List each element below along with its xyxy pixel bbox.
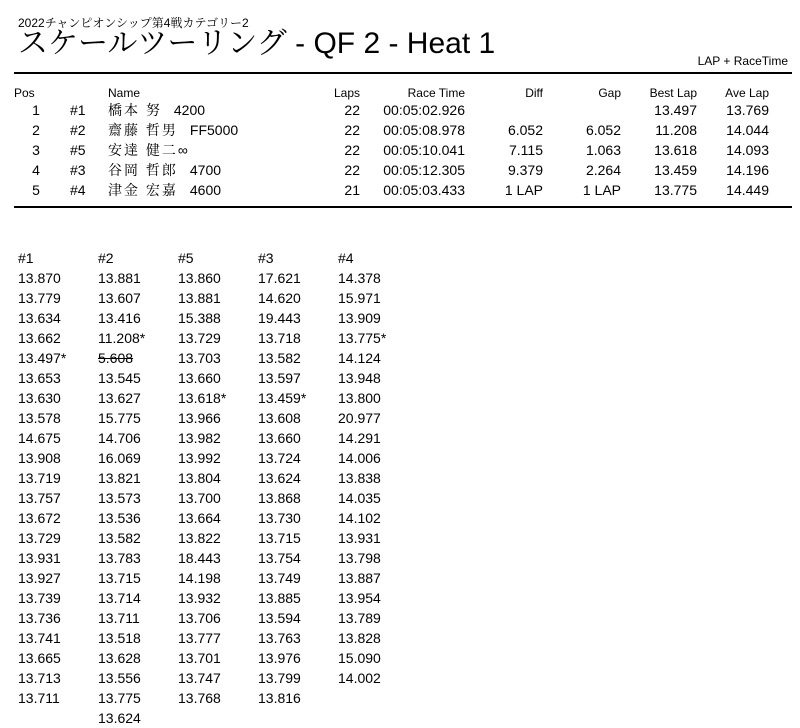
lap-time: 14.706 <box>98 430 141 446</box>
result-gap: 6.052 <box>585 122 621 138</box>
result-laps: 22 <box>344 142 360 158</box>
lap-time: 13.799 <box>258 670 301 686</box>
lap-time: 13.711 <box>98 610 140 626</box>
lap-time: 13.573 <box>98 490 141 506</box>
lap-time: 13.739 <box>18 590 61 606</box>
lap-time: 13.927 <box>18 570 61 586</box>
col-diff: Diff <box>525 85 543 100</box>
results-divider <box>14 206 792 208</box>
lap-time: 13.724 <box>258 450 301 466</box>
lap-time: 11.208* <box>98 330 146 346</box>
lap-time: 13.715 <box>258 530 301 546</box>
result-row <box>14 180 769 200</box>
driver-name: 齋藤 哲男 <box>108 122 178 138</box>
result-pos: 4 <box>32 162 40 178</box>
lap-time: 13.715 <box>98 570 141 586</box>
result-race-time: 00:05:03.433 <box>383 182 465 198</box>
result-pos: 5 <box>32 182 40 198</box>
result-laps: 22 <box>344 122 360 138</box>
lap-time: 13.672 <box>18 510 61 526</box>
lap-time: 13.775* <box>338 330 387 346</box>
lap-time: 14.291 <box>338 430 381 446</box>
result-gap: 2.264 <box>585 162 621 178</box>
col-laps: Laps <box>333 85 360 100</box>
lap-time: 13.634 <box>18 310 61 326</box>
lap-column <box>258 248 338 728</box>
lap-time: 13.749 <box>258 570 301 586</box>
lap-time: 13.518 <box>98 630 141 646</box>
lap-time: 13.700 <box>178 490 221 506</box>
result-laps: 22 <box>344 162 360 178</box>
lap-column <box>18 248 98 728</box>
result-pos: 2 <box>32 122 40 138</box>
driver-name: 安達 健二∞ <box>108 142 190 158</box>
lap-time: 14.198 <box>178 570 221 586</box>
lap-times-grid <box>18 248 418 728</box>
result-diff: 1 LAP <box>504 182 543 198</box>
result-pos: 3 <box>32 142 40 158</box>
lap-time: 14.378 <box>338 270 381 286</box>
result-gap: 1.063 <box>585 142 621 158</box>
lap-time: 13.628 <box>98 650 141 666</box>
lap-time: 13.578 <box>18 410 61 426</box>
result-best-lap: 13.459 <box>654 162 697 178</box>
lap-time: 13.804 <box>178 470 221 486</box>
result-row <box>14 140 769 160</box>
lap-time: 13.706 <box>178 610 221 626</box>
lap-time: 13.779 <box>18 290 61 306</box>
lap-time: 14.675 <box>18 430 61 446</box>
result-diff <box>465 100 543 120</box>
lap-time: 13.838 <box>338 470 381 486</box>
lap-time: 13.594 <box>258 610 301 626</box>
result-ave-lap: 14.093 <box>726 142 769 158</box>
lap-time: 13.909 <box>338 310 381 326</box>
lap-time: 14.002 <box>338 670 381 686</box>
result-best-lap: 13.497 <box>654 102 697 118</box>
lap-column <box>338 248 418 728</box>
lap-time: 13.763 <box>258 630 301 646</box>
lap-time: 13.624 <box>98 710 141 726</box>
lap-time: 20.977 <box>338 410 381 426</box>
result-race-time: 00:05:12.305 <box>383 162 465 178</box>
result-car-number: #5 <box>70 142 86 158</box>
lap-time: 13.660 <box>178 370 221 386</box>
lap-time: 13.932 <box>178 590 221 606</box>
lap-time: 13.798 <box>338 550 381 566</box>
lap-time: 15.388 <box>178 310 221 326</box>
lap-time: 13.860 <box>178 270 221 286</box>
result-ave-lap: 13.769 <box>726 102 769 118</box>
result-race-time: 00:05:02.926 <box>383 102 465 118</box>
lap-time: 13.729 <box>178 330 221 346</box>
result-laps: 21 <box>344 182 360 198</box>
lap-time: 14.035 <box>338 490 381 506</box>
lap-time: 13.718 <box>258 330 301 346</box>
lap-time: 13.783 <box>98 550 141 566</box>
lap-time: 13.768 <box>178 690 221 706</box>
lap-time: 13.714 <box>98 590 141 606</box>
result-best-lap: 13.618 <box>654 142 697 158</box>
result-best-lap: 11.208 <box>655 122 697 138</box>
lap-time: 5.608 <box>98 350 134 366</box>
lap-time: 19.443 <box>258 310 301 326</box>
result-row <box>14 160 769 180</box>
lap-time: 13.664 <box>178 510 221 526</box>
lap-time: 13.789 <box>338 610 381 626</box>
result-diff: 9.379 <box>507 162 543 178</box>
lap-time: 13.976 <box>258 650 301 666</box>
lap-time: 15.090 <box>338 650 381 666</box>
header-divider <box>14 72 792 74</box>
lap-time: 13.711 <box>18 690 60 706</box>
result-race-time: 00:05:10.041 <box>383 142 465 158</box>
lap-column-header: #5 <box>178 250 194 266</box>
lap-time: 13.665 <box>18 650 61 666</box>
result-diff: 7.115 <box>509 142 543 158</box>
driver-car: 4700 <box>189 162 222 178</box>
lap-time: 13.887 <box>338 570 381 586</box>
col-gap: Gap <box>598 85 621 100</box>
driver-car: 4600 <box>189 182 222 198</box>
lap-column-header: #1 <box>18 250 34 266</box>
lap-time: 14.006 <box>338 450 381 466</box>
result-car-number: #1 <box>70 102 86 118</box>
lap-time: 13.627 <box>98 390 141 406</box>
lap-time: 13.545 <box>98 370 141 386</box>
result-row <box>14 120 769 140</box>
lap-time: 13.741 <box>18 630 61 646</box>
lap-time: 13.828 <box>338 630 381 646</box>
lap-time: 13.459* <box>258 390 307 406</box>
result-driver <box>108 100 322 120</box>
lap-time: 13.582 <box>98 530 141 546</box>
lap-time: 13.881 <box>178 290 221 306</box>
lap-time: 13.729 <box>18 530 61 546</box>
lap-time: 13.582 <box>258 350 301 366</box>
driver-car: 4200 <box>173 102 206 118</box>
event-subtitle: 2022チャンピオンシップ第4戦カテゴリー2 <box>18 16 249 30</box>
lap-time: 13.954 <box>338 590 381 606</box>
lap-time: 13.908 <box>18 450 61 466</box>
lap-column-header: #2 <box>98 250 114 266</box>
result-car-number: #3 <box>70 162 86 178</box>
lap-column-header: #4 <box>338 250 354 266</box>
result-ave-lap: 14.044 <box>726 122 769 138</box>
lap-time: 13.822 <box>178 530 221 546</box>
lap-time: 13.713 <box>18 670 61 686</box>
result-race-time: 00:05:08.978 <box>383 122 465 138</box>
result-driver <box>108 180 322 200</box>
lap-time: 14.124 <box>338 350 381 366</box>
result-diff: 6.052 <box>507 122 543 138</box>
lap-time: 15.775 <box>98 410 141 426</box>
lap-time: 13.730 <box>258 510 301 526</box>
driver-name: 津金 宏嘉 <box>108 182 178 198</box>
lap-time: 13.966 <box>178 410 221 426</box>
lap-time: 13.885 <box>258 590 301 606</box>
col-best-lap: Best Lap <box>649 85 697 100</box>
lap-time: 13.653 <box>18 370 61 386</box>
driver-name: 橋本 努 <box>108 102 162 118</box>
result-driver <box>108 120 322 140</box>
results-header-row <box>14 85 769 100</box>
lap-time: 13.757 <box>18 490 61 506</box>
lap-time: 13.703 <box>178 350 221 366</box>
lap-column-header: #3 <box>258 250 274 266</box>
lap-time: 17.621 <box>258 270 301 286</box>
lap-time: 13.736 <box>18 610 61 626</box>
lap-time: 13.701 <box>178 650 221 666</box>
lap-column <box>98 248 178 728</box>
col-ave-lap: Ave Lap <box>725 85 769 100</box>
lap-time: 13.597 <box>258 370 301 386</box>
col-number <box>70 85 108 100</box>
lap-time: 13.800 <box>338 390 381 406</box>
result-ave-lap: 14.196 <box>726 162 769 178</box>
lap-time: 13.931 <box>338 530 381 546</box>
col-name: Name <box>108 85 141 100</box>
lap-time: 13.607 <box>98 290 141 306</box>
result-best-lap: 13.775 <box>654 182 697 198</box>
lap-time: 14.102 <box>338 510 381 526</box>
lap-time: 13.992 <box>178 450 221 466</box>
lap-time: 13.719 <box>18 470 61 486</box>
lap-time: 13.881 <box>98 270 141 286</box>
driver-name: 谷岡 哲郎 <box>108 162 178 178</box>
result-laps: 22 <box>344 102 360 118</box>
lap-time: 13.868 <box>258 490 301 506</box>
lap-time: 13.747 <box>178 670 221 686</box>
lap-time: 13.777 <box>178 630 221 646</box>
lap-time: 13.630 <box>18 390 61 406</box>
lap-time: 13.618* <box>178 390 227 406</box>
lap-time: 13.556 <box>98 670 141 686</box>
lap-time: 18.443 <box>178 550 221 566</box>
lap-time: 14.620 <box>258 290 301 306</box>
lap-time: 13.931 <box>18 550 61 566</box>
lap-time: 13.821 <box>98 470 141 486</box>
lap-time: 13.754 <box>258 550 301 566</box>
col-pos: Pos <box>14 85 35 100</box>
lap-column <box>178 248 258 728</box>
lap-time: 13.497* <box>18 350 67 366</box>
lap-time: 15.971 <box>338 290 381 306</box>
lap-time: 13.982 <box>178 430 221 446</box>
lap-time: 13.536 <box>98 510 141 526</box>
driver-car: FF5000 <box>189 122 239 138</box>
page-title: スケールツーリング - QF 2 - Heat 1 <box>18 27 496 60</box>
lap-time: 13.416 <box>98 310 141 326</box>
result-format-label: LAP + RaceTime <box>697 54 788 68</box>
result-gap: 1 LAP <box>582 182 621 198</box>
result-car-number: #2 <box>70 122 86 138</box>
lap-time: 13.948 <box>338 370 381 386</box>
result-gap <box>543 100 621 120</box>
lap-time: 13.775 <box>98 690 141 706</box>
result-driver <box>108 140 322 160</box>
lap-time: 13.662 <box>18 330 61 346</box>
lap-time: 13.608 <box>258 410 301 426</box>
lap-time: 13.624 <box>258 470 301 486</box>
lap-time: 13.660 <box>258 430 301 446</box>
results-table <box>14 85 769 200</box>
lap-time: 16.069 <box>98 450 141 466</box>
result-driver <box>108 160 322 180</box>
lap-time: 13.870 <box>18 270 61 286</box>
result-ave-lap: 14.449 <box>726 182 769 198</box>
result-car-number: #4 <box>70 182 86 198</box>
col-race-time: Race Time <box>407 85 465 100</box>
result-row <box>14 100 769 120</box>
lap-time: 13.816 <box>258 690 301 706</box>
result-pos: 1 <box>32 102 40 118</box>
